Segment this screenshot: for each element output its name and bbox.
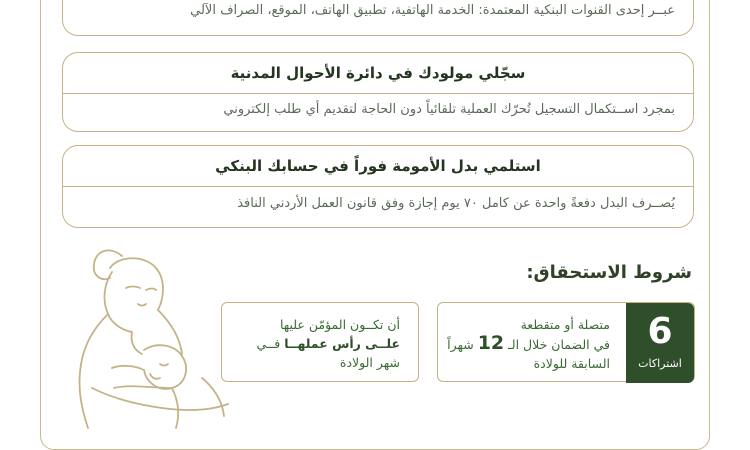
condition-line <box>257 334 400 353</box>
baby-head <box>144 345 186 389</box>
condition-line <box>447 334 610 354</box>
mother-baby-illustration <box>52 238 252 430</box>
shoulder-back <box>79 314 108 428</box>
arms <box>112 366 172 388</box>
mouth <box>138 304 146 306</box>
step-card-bank-channels <box>62 0 694 36</box>
blanket-edge <box>202 378 224 416</box>
step-title: سجّلي مولودك في دائرة الأحوال المدنية <box>230 64 526 82</box>
condition-text <box>447 315 610 373</box>
badge-label: اشتراكات <box>638 357 682 370</box>
neck <box>131 332 142 354</box>
condition-text <box>257 315 400 372</box>
baby-body <box>172 388 178 428</box>
step-text: بمجرد اســتكمال التسجيل تُحرّك العملية تلقائياً دون الحاجة لتقديم أي طلب إلكتروني <box>223 102 675 117</box>
step-card-receive-allowance <box>62 145 694 228</box>
condition-line-prefix: في الضمان خلال الـ <box>508 337 610 352</box>
baby-eye <box>160 364 168 366</box>
step-card-register-newborn <box>62 52 694 132</box>
hair-bun <box>94 250 122 279</box>
condition-card-contributions <box>437 302 695 382</box>
head-outline <box>110 258 163 310</box>
blanket-fold <box>92 388 228 410</box>
step-divider <box>63 93 693 94</box>
months-number: 12 <box>477 332 505 354</box>
step-divider <box>63 186 693 187</box>
eligibility-title: شروط الاستحقاق: <box>526 262 692 283</box>
step-title: استلمي بدل الأمومة فوراً في حسابك البنكي <box>215 157 541 175</box>
condition-line: متصلة أو متقطعة <box>520 317 610 332</box>
condition-line-suffix: شهراً <box>447 337 474 352</box>
condition-line: شهر الولادة <box>339 355 400 370</box>
condition-line: السابقة للولادة <box>533 356 610 371</box>
step-text: عبــر إحدى القنوات البنكية المعتمدة: الخدمة الهاتفية، تطبيق الهاتف، الموقع، الصراف الآلي <box>190 3 675 18</box>
contributions-badge <box>626 303 694 383</box>
condition-emphasis: علــى رأس عملهــا <box>284 336 400 351</box>
step-text: يُصــرف البدل دفعةً واحدة عن كامل ٧٠ يوم إجازة وفق قانون العمل الأردني النافذ <box>237 196 675 211</box>
baby-mouth <box>150 374 160 379</box>
face-left <box>105 272 132 332</box>
condition-line-rest: فــي <box>256 336 281 351</box>
eyes <box>126 287 156 291</box>
condition-line: أن تكــون المؤمّن عليها <box>279 317 400 332</box>
badge-number: 6 <box>647 311 673 352</box>
